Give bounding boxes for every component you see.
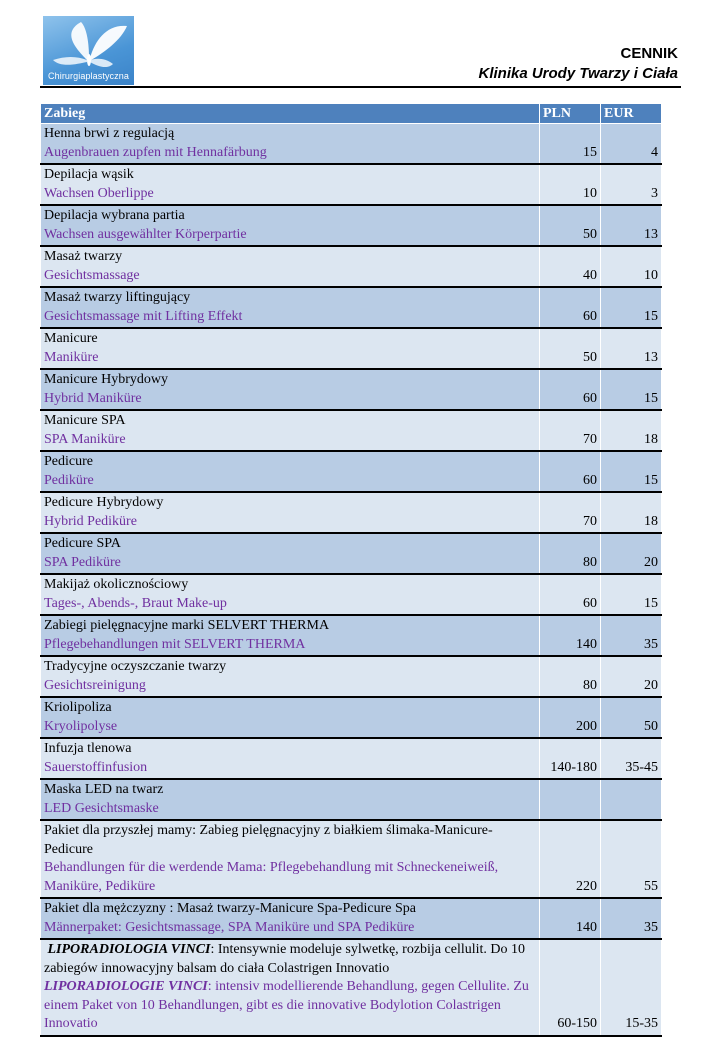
price-pln: 60 <box>540 369 601 410</box>
treatment-cell <box>41 939 540 1036</box>
treatment-cell <box>41 820 540 898</box>
treatment-cell <box>41 164 540 205</box>
treatment-name-de: Maniküre <box>44 349 99 365</box>
table-row <box>41 369 662 410</box>
treatment-name-de: Wachsen ausgewählter Körperpartie <box>44 226 247 242</box>
treatment-cell <box>41 369 540 410</box>
price-eur: 20 <box>601 656 662 697</box>
price-eur: 3 <box>601 164 662 205</box>
price-pln: 40 <box>540 246 601 287</box>
table-row <box>41 939 662 1036</box>
treatment-cell <box>41 287 540 328</box>
price-eur: 15 <box>601 287 662 328</box>
treatment-cell <box>41 574 540 615</box>
treatment-cell <box>41 246 540 287</box>
treatment-name-pl: Pedicure Hybrydowy <box>44 495 164 510</box>
table-row <box>41 898 662 939</box>
price-eur: 15 <box>601 369 662 410</box>
page-header <box>478 44 678 84</box>
treatment-name-de: Behandlungen für die werdende Mama: Pflegebehandlung mit Schneckeneiweiß, Maniküre, Pediküre <box>44 860 499 894</box>
column-header-treatment: Zabieg <box>41 104 540 124</box>
page-title: CENNIK <box>620 45 678 62</box>
price-pln: 140-180 <box>540 738 601 779</box>
price-eur: 15-35 <box>601 939 662 1036</box>
table-row <box>41 205 662 246</box>
logo-text-b: plastyczna <box>85 71 129 81</box>
table-row <box>41 820 662 898</box>
price-eur: 35 <box>601 615 662 656</box>
column-header-pln: PLN <box>540 104 601 124</box>
price-pln: 60 <box>540 451 601 492</box>
price-pln: 50 <box>540 328 601 369</box>
price-pln <box>540 779 601 820</box>
treatment-name-pl: Tradycyjne oczyszczanie twarzy <box>44 659 227 674</box>
price-pln: 140 <box>540 898 601 939</box>
header-divider <box>40 86 681 88</box>
price-eur: 13 <box>601 328 662 369</box>
treatment-name-de: Kryolipolyse <box>44 718 118 734</box>
price-eur <box>601 779 662 820</box>
price-pln: 140 <box>540 615 601 656</box>
price-pln: 80 <box>540 656 601 697</box>
treatment-name-de: Pediküre <box>44 472 94 488</box>
treatment-cell <box>41 779 540 820</box>
price-eur: 15 <box>601 451 662 492</box>
table-body <box>41 124 662 1036</box>
table-row <box>41 328 662 369</box>
treatment-cell <box>41 410 540 451</box>
table-row <box>41 615 662 656</box>
price-pln: 220 <box>540 820 601 898</box>
table-row <box>41 533 662 574</box>
price-pln: 10 <box>540 164 601 205</box>
treatment-name-pl: Depilacja wybrana partia <box>44 208 185 223</box>
price-eur: 13 <box>601 205 662 246</box>
treatment-name-de: Gesichtsmassage <box>44 267 140 283</box>
treatment-cell <box>41 328 540 369</box>
treatment-name-de: Tages-, Abends-, Braut Make-up <box>44 595 227 611</box>
treatment-cell <box>41 898 540 939</box>
table-row <box>41 574 662 615</box>
treatment-name-de: Wachsen Oberlippe <box>44 185 154 201</box>
logo-text-a: Chirurgia <box>48 71 86 81</box>
treatment-name-pl: Pakiet dla przyszłej mamy: Zabieg pielęgnacyjny z białkiem ślimaka-Manicure-Pedicure <box>44 823 493 857</box>
treatment-cell <box>41 205 540 246</box>
table-row <box>41 779 662 820</box>
treatment-name-de: Pflegebehandlungen mit SELVERT THERMA <box>44 636 306 652</box>
price-pln: 60 <box>540 574 601 615</box>
treatment-name-pl: Depilacja wąsik <box>44 167 134 182</box>
treatment-name-pl: Manicure <box>44 331 98 346</box>
price-pln: 70 <box>540 492 601 533</box>
price-eur: 18 <box>601 492 662 533</box>
treatment-name-pl: Pakiet dla mężczyzny : Masaż twarzy-Manicure Spa-Pedicure Spa <box>44 901 417 916</box>
treatment-name-de: SPA Maniküre <box>44 431 126 447</box>
price-eur: 35-45 <box>601 738 662 779</box>
table-row <box>41 656 662 697</box>
treatment-cell <box>41 697 540 738</box>
treatment-name-de: Gesichtsreinigung <box>44 677 146 693</box>
treatment-cell <box>41 615 540 656</box>
treatment-name-pl: Pedicure <box>44 454 93 469</box>
price-pln: 50 <box>540 205 601 246</box>
treatment-name-de: Augenbrauen zupfen mit Hennafärbung <box>44 144 267 160</box>
treatment-name-pl: Manicure Hybrydowy <box>44 372 169 387</box>
price-eur: 20 <box>601 533 662 574</box>
treatment-name-pl: Maska LED na twarz <box>44 782 164 797</box>
price-pln: 200 <box>540 697 601 738</box>
price-eur: 50 <box>601 697 662 738</box>
treatment-name-de: SPA Pediküre <box>44 554 121 570</box>
treatment-name-pl: LIPORADIOLOGIA VINCI: Intensywnie modeluje sylwetkę, rozbija cellulit. Do 10 zabiegów innowacyjny balsam do ciała Colastrigen Innovatio <box>44 942 526 976</box>
treatment-name-pl: Manicure SPA <box>44 413 126 428</box>
price-eur: 55 <box>601 820 662 898</box>
treatment-cell <box>41 451 540 492</box>
table-row <box>41 410 662 451</box>
table-header-row <box>41 104 662 124</box>
column-header-eur: EUR <box>601 104 662 124</box>
price-pln: 70 <box>540 410 601 451</box>
treatment-name-de: Hybrid Maniküre <box>44 390 142 406</box>
treatment-name-de: LED Gesichtsmaske <box>44 800 159 816</box>
treatment-name-pl: Kriolipoliza <box>44 700 112 715</box>
price-eur: 4 <box>601 124 662 165</box>
table-row <box>41 124 662 165</box>
treatment-name-pl: Masaż twarzy <box>44 249 123 264</box>
price-eur: 15 <box>601 574 662 615</box>
treatment-cell <box>41 533 540 574</box>
price-pln: 60-150 <box>540 939 601 1036</box>
treatment-name-de: Sauerstoffinfusion <box>44 759 148 775</box>
table-row <box>41 246 662 287</box>
price-eur: 35 <box>601 898 662 939</box>
table-row <box>41 697 662 738</box>
treatment-cell <box>41 656 540 697</box>
price-eur: 18 <box>601 410 662 451</box>
treatment-name-pl: Masaż twarzy liftingujący <box>44 290 191 305</box>
clinic-logo <box>43 16 134 85</box>
treatment-name-pl: Zabiegi pielęgnacyjne marki SELVERT THERMA <box>44 618 330 633</box>
price-pln: 15 <box>540 124 601 165</box>
treatment-cell <box>41 124 540 165</box>
page-subtitle: Klinika Urody Twarzy i Ciała <box>478 65 678 82</box>
treatment-name-de: Hybrid Pediküre <box>44 513 137 529</box>
table-row <box>41 164 662 205</box>
table-row <box>41 738 662 779</box>
treatment-cell <box>41 492 540 533</box>
table-row <box>41 287 662 328</box>
price-pln: 60 <box>540 287 601 328</box>
treatment-name-de-emphasis: LIPORADIOLOGIE VINCI <box>44 979 208 994</box>
treatment-name-de: LIPORADIOLOGIE VINCI: intensiv modellierende Behandlung, gegen Cellulite. Zu einem Paket von 10 Behandlungen, gibt es die innovative Bodylotion Colastrigen Innovatio <box>44 979 529 1031</box>
price-eur: 10 <box>601 246 662 287</box>
treatment-name-pl: Makijaż okolicznościowy <box>44 577 189 592</box>
treatment-name-pl-emphasis: LIPORADIOLOGIA VINCI <box>47 942 211 957</box>
price-pln: 80 <box>540 533 601 574</box>
table-row <box>41 492 662 533</box>
table-row <box>41 451 662 492</box>
price-table <box>40 103 662 1037</box>
treatment-name-de: Gesichtsmassage mit Lifting Effekt <box>44 308 243 324</box>
treatment-name-pl: Pedicure SPA <box>44 536 121 551</box>
treatment-cell <box>41 738 540 779</box>
treatment-name-de: Männerpaket: Gesichtsmassage, SPA Maniküre und SPA Pediküre <box>44 919 415 935</box>
treatment-name-pl: Henna brwi z regulacją <box>44 126 175 141</box>
treatment-name-pl: Infuzja tlenowa <box>44 741 132 756</box>
